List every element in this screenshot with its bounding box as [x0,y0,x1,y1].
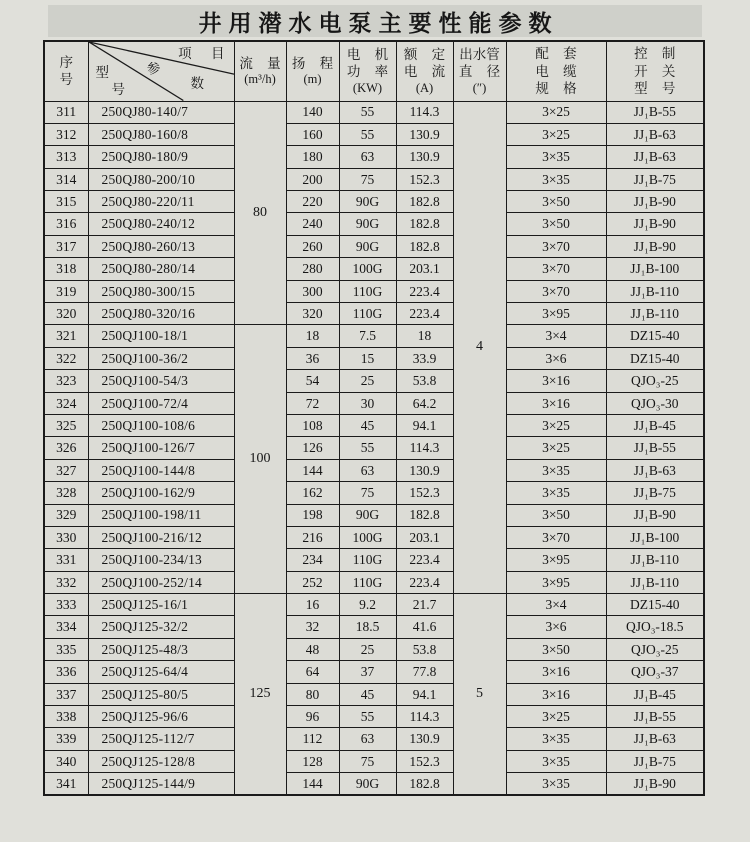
table-row [44,370,704,392]
table-row [44,459,704,481]
cell-cable-spec: 3×35 [506,773,606,795]
cell-model: 250QJ80-300/15 [88,280,234,302]
cell-serial-number: 323 [44,370,88,392]
cell-head: 140 [286,101,339,123]
cell-head: 126 [286,437,339,459]
cell-motor-power: 75 [339,482,396,504]
cell-model: 250QJ125-96/6 [88,706,234,728]
table-row [44,258,704,280]
diagonal-label-parameter-char2: 数 [190,76,204,91]
cell-cable-spec: 3×6 [506,347,606,369]
cell-switch-model: JJ₁B-110 [606,303,704,325]
diagonal-label-model-char1: 型 [95,65,109,80]
cell-model: 250QJ100-108/6 [88,414,234,436]
cell-model: 250QJ80-160/8 [88,123,234,145]
header-line: 序 [59,54,73,70]
cell-serial-number: 322 [44,347,88,369]
table-row [44,482,704,504]
cell-model: 250QJ100-234/13 [88,549,234,571]
cell-motor-power: 75 [339,168,396,190]
cell-rated-current: 130.9 [396,123,453,145]
cell-serial-number: 317 [44,235,88,257]
page-title: 井用潜水电泵主要性能参数 [198,9,559,36]
cell-rated-current: 182.8 [396,773,453,795]
cell-head: 162 [286,482,339,504]
cell-head: 160 [286,123,339,145]
cell-cable-spec: 3×16 [506,683,606,705]
cell-serial-number: 332 [44,571,88,593]
header-unit: (A) [415,80,434,95]
cell-cable-spec: 3×70 [506,258,606,280]
cell-model: 250QJ80-280/14 [88,258,234,280]
cell-head: 216 [286,526,339,548]
cell-serial-number: 327 [44,459,88,481]
cell-switch-model: JJ₁B-110 [606,280,704,302]
cell-model: 250QJ125-32/2 [88,616,234,638]
cell-cable-spec: 3×6 [506,616,606,638]
cell-model: 250QJ80-140/7 [88,101,234,123]
cell-serial-number: 324 [44,392,88,414]
cell-rated-current: 33.9 [396,347,453,369]
cell-switch-model: JJ₁B-45 [606,414,704,436]
cell-motor-power: 30 [339,392,396,414]
cell-rated-current: 53.8 [396,370,453,392]
cell-serial-number: 337 [44,683,88,705]
table-row [44,325,704,347]
cell-motor-power: 25 [339,370,396,392]
cell-motor-power: 25 [339,638,396,660]
header-line: 配 套 [535,46,577,62]
table-row [44,437,704,459]
cell-switch-model: JJ₁B-75 [606,168,704,190]
cell-switch-model: JJ₁B-45 [606,683,704,705]
cell-cable-spec: 3×95 [506,303,606,325]
header-model-parameter-item [88,41,234,101]
cell-rated-current: 182.8 [396,504,453,526]
header-unit: (m) [303,72,322,87]
diagonal-label-parameter-char1: 参 [145,59,162,78]
cell-serial-number: 313 [44,146,88,168]
cell-switch-model: QJO₃-30 [606,392,704,414]
cell-serial-number: 311 [44,101,88,123]
cell-rated-current: 182.8 [396,213,453,235]
cell-cable-spec: 3×35 [506,728,606,750]
header-control-switch-model [606,41,704,101]
cell-head: 198 [286,504,339,526]
cell-model: 250QJ100-72/4 [88,392,234,414]
cell-motor-power: 45 [339,683,396,705]
cell-cable-spec: 3×35 [506,482,606,504]
cell-serial-number: 339 [44,728,88,750]
table-row [44,616,704,638]
cell-model: 250QJ100-18/1 [88,325,234,347]
cell-motor-power: 63 [339,459,396,481]
cell-motor-power: 110G [339,571,396,593]
cell-flow-rate: 80 [234,101,286,325]
cell-switch-model: JJ₁B-75 [606,750,704,772]
cell-cable-spec: 3×25 [506,414,606,436]
cell-rated-current: 203.1 [396,258,453,280]
cell-rated-current: 223.4 [396,280,453,302]
cell-model: 250QJ100-36/2 [88,347,234,369]
cell-model: 250QJ100-216/12 [88,526,234,548]
cell-cable-spec: 3×70 [506,235,606,257]
cell-motor-power: 90G [339,504,396,526]
cell-motor-power: 55 [339,101,396,123]
header-line: 规 格 [535,80,577,96]
table-row [44,526,704,548]
cell-motor-power: 55 [339,706,396,728]
cell-rated-current: 152.3 [396,482,453,504]
cell-motor-power: 45 [339,414,396,436]
header-line: 控 制 [634,46,676,62]
cell-switch-model: QJO₃-18.5 [606,616,704,638]
cell-serial-number: 316 [44,213,88,235]
cell-rated-current: 130.9 [396,146,453,168]
cell-head: 234 [286,549,339,571]
header-line: 电 流 [403,64,446,80]
table-row [44,504,704,526]
cell-cable-spec: 3×25 [506,123,606,145]
cell-model: 250QJ125-64/4 [88,661,234,683]
cell-switch-model: JJ₁B-110 [606,571,704,593]
cell-motor-power: 55 [339,437,396,459]
cell-serial-number: 329 [44,504,88,526]
cell-switch-model: JJ₁B-90 [606,235,704,257]
cell-model: 250QJ80-220/11 [88,191,234,213]
cell-serial-number: 336 [44,661,88,683]
cell-serial-number: 318 [44,258,88,280]
cell-switch-model: JJ₁B-63 [606,459,704,481]
cell-head: 72 [286,392,339,414]
cell-cable-spec: 3×50 [506,504,606,526]
header-line: 电 机 [346,47,389,63]
cell-motor-power: 63 [339,146,396,168]
cell-motor-power: 75 [339,750,396,772]
header-head [286,41,339,101]
cell-serial-number: 335 [44,638,88,660]
table-row [44,594,704,616]
cell-switch-model: JJ₁B-75 [606,482,704,504]
cell-head: 240 [286,213,339,235]
cell-serial-number: 319 [44,280,88,302]
cell-rated-current: 203.1 [396,526,453,548]
header-line: 额 定 [403,47,446,63]
header-line: 直 径 [458,64,501,80]
cell-model: 250QJ100-144/8 [88,459,234,481]
cell-cable-spec: 3×50 [506,191,606,213]
cell-head: 80 [286,683,339,705]
cell-motor-power: 90G [339,235,396,257]
header-line: 型 号 [634,80,676,96]
cell-serial-number: 330 [44,526,88,548]
cell-motor-power: 100G [339,526,396,548]
cell-rated-current: 18 [396,325,453,347]
cell-motor-power: 18.5 [339,616,396,638]
cell-cable-spec: 3×95 [506,549,606,571]
cell-rated-current: 152.3 [396,750,453,772]
cell-rated-current: 41.6 [396,616,453,638]
cell-rated-current: 114.3 [396,706,453,728]
header-line: 功 率 [346,64,389,80]
cell-head: 16 [286,594,339,616]
header-motor-power [339,41,396,101]
cell-motor-power: 90G [339,191,396,213]
cell-motor-power: 90G [339,213,396,235]
cell-motor-power: 100G [339,258,396,280]
cell-motor-power: 63 [339,728,396,750]
cell-model: 250QJ125-48/3 [88,638,234,660]
cell-head: 48 [286,638,339,660]
table-row [44,303,704,325]
table-row [44,683,704,705]
header-flow-rate [234,41,286,101]
cell-flow-rate: 100 [234,325,286,594]
cell-rated-current: 114.3 [396,101,453,123]
cell-head: 320 [286,303,339,325]
cell-cable-spec: 3×35 [506,459,606,481]
cell-motor-power: 9.2 [339,594,396,616]
cell-model: 250QJ125-16/1 [88,594,234,616]
cell-model: 250QJ125-112/7 [88,728,234,750]
cell-cable-spec: 3×25 [506,437,606,459]
table-header [44,41,704,101]
cell-rated-current: 53.8 [396,638,453,660]
cell-switch-model: QJO₃-25 [606,638,704,660]
cell-switch-model: JJ₁B-90 [606,773,704,795]
cell-switch-model: JJ₁B-90 [606,504,704,526]
cell-model: 250QJ80-200/10 [88,168,234,190]
cell-motor-power: 15 [339,347,396,369]
cell-rated-current: 94.1 [396,414,453,436]
cell-rated-current: 152.3 [396,168,453,190]
cell-rated-current: 223.4 [396,549,453,571]
cell-model: 250QJ80-260/13 [88,235,234,257]
cell-head: 144 [286,773,339,795]
cell-rated-current: 130.9 [396,728,453,750]
cell-switch-model: DZ15-40 [606,347,704,369]
header-rated-current [396,41,453,101]
table-body [44,101,704,795]
cell-serial-number: 325 [44,414,88,436]
cell-cable-spec: 3×25 [506,101,606,123]
cell-switch-model: JJ₁B-63 [606,146,704,168]
header-line: 号 [59,72,73,88]
table-row [44,414,704,436]
cell-motor-power: 110G [339,303,396,325]
cell-head: 280 [286,258,339,280]
cell-rated-current: 94.1 [396,683,453,705]
cell-serial-number: 321 [44,325,88,347]
cell-serial-number: 341 [44,773,88,795]
header-row [44,41,704,101]
cell-cable-spec: 3×4 [506,594,606,616]
cell-head: 64 [286,661,339,683]
cell-cable-spec: 3×95 [506,571,606,593]
cell-head: 112 [286,728,339,750]
cell-head: 180 [286,146,339,168]
cell-model: 250QJ125-80/5 [88,683,234,705]
cell-rated-current: 77.8 [396,661,453,683]
cell-model: 250QJ100-54/3 [88,370,234,392]
cell-switch-model: QJO₃-25 [606,370,704,392]
cell-outlet-diameter: 4 [453,101,506,594]
cell-head: 96 [286,706,339,728]
cell-switch-model: JJ₁B-63 [606,123,704,145]
cell-cable-spec: 3×16 [506,392,606,414]
cell-switch-model: JJ₁B-55 [606,437,704,459]
table-row [44,280,704,302]
cell-model: 250QJ125-128/8 [88,750,234,772]
table-row [44,213,704,235]
cell-head: 200 [286,168,339,190]
cell-model: 250QJ100-252/14 [88,571,234,593]
diagonal-label-model-char2: 号 [111,82,125,97]
cell-cable-spec: 3×16 [506,661,606,683]
cell-motor-power: 7.5 [339,325,396,347]
cell-serial-number: 331 [44,549,88,571]
cell-model: 250QJ125-144/9 [88,773,234,795]
table-row [44,123,704,145]
cell-switch-model: DZ15-40 [606,325,704,347]
cell-cable-spec: 3×35 [506,750,606,772]
header-unit: (″) [472,80,487,95]
cell-serial-number: 312 [44,123,88,145]
cell-head: 260 [286,235,339,257]
cell-flow-rate: 125 [234,594,286,796]
cell-motor-power: 55 [339,123,396,145]
cell-motor-power: 110G [339,280,396,302]
title-band [48,5,702,37]
cell-head: 252 [286,571,339,593]
table-row [44,638,704,660]
cell-serial-number: 315 [44,191,88,213]
cell-cable-spec: 3×50 [506,638,606,660]
cell-head: 128 [286,750,339,772]
cell-model: 250QJ80-320/16 [88,303,234,325]
cell-serial-number: 320 [44,303,88,325]
cell-model: 250QJ100-198/11 [88,504,234,526]
cell-serial-number: 314 [44,168,88,190]
cell-cable-spec: 3×25 [506,706,606,728]
table-row [44,728,704,750]
cell-cable-spec: 3×70 [506,526,606,548]
cell-rated-current: 182.8 [396,235,453,257]
cell-cable-spec: 3×16 [506,370,606,392]
cell-model: 250QJ100-162/9 [88,482,234,504]
cell-model: 250QJ80-180/9 [88,146,234,168]
cell-serial-number: 338 [44,706,88,728]
header-unit: (KW) [352,80,383,95]
cell-head: 300 [286,280,339,302]
table-row [44,191,704,213]
header-line: 出水管 [459,47,500,63]
cell-head: 36 [286,347,339,369]
cell-rated-current: 21.7 [396,594,453,616]
cell-switch-model: JJ₁B-110 [606,549,704,571]
table-row [44,750,704,772]
cell-switch-model: QJO₃-37 [606,661,704,683]
cell-switch-model: JJ₁B-55 [606,706,704,728]
cell-switch-model: JJ₁B-55 [606,101,704,123]
cell-motor-power: 110G [339,549,396,571]
table-row [44,101,704,123]
header-line: 开 关 [634,63,676,79]
cell-cable-spec: 3×35 [506,146,606,168]
cell-motor-power: 37 [339,661,396,683]
cell-switch-model: JJ₁B-90 [606,213,704,235]
cell-head: 32 [286,616,339,638]
cell-model: 250QJ80-240/12 [88,213,234,235]
table-row [44,146,704,168]
table-row [44,549,704,571]
header-line: 流 量 [239,55,281,71]
table-row [44,168,704,190]
header-line: 电 缆 [535,63,577,79]
cell-cable-spec: 3×35 [506,168,606,190]
header-serial-number [44,41,88,101]
cell-outlet-diameter: 5 [453,594,506,796]
header-unit: (m³/h) [244,72,276,87]
cell-head: 220 [286,191,339,213]
cell-head: 54 [286,370,339,392]
pump-parameters-table [43,40,705,796]
table-row [44,571,704,593]
cell-cable-spec: 3×70 [506,280,606,302]
cell-rated-current: 64.2 [396,392,453,414]
cell-serial-number: 328 [44,482,88,504]
table-row [44,235,704,257]
cell-head: 18 [286,325,339,347]
cell-serial-number: 333 [44,594,88,616]
table-row [44,706,704,728]
header-line: 扬 程 [291,55,334,71]
cell-rated-current: 130.9 [396,459,453,481]
table-row [44,347,704,369]
table-row [44,773,704,795]
table-row [44,392,704,414]
cell-rated-current: 223.4 [396,303,453,325]
cell-rated-current: 223.4 [396,571,453,593]
header-outlet-diameter [453,41,506,101]
diagonal-label-item: 项 目 [178,46,225,61]
cell-switch-model: JJ₁B-63 [606,728,704,750]
cell-rated-current: 114.3 [396,437,453,459]
cell-head: 144 [286,459,339,481]
cell-head: 108 [286,414,339,436]
table-row [44,661,704,683]
cell-switch-model: JJ₁B-100 [606,258,704,280]
cell-switch-model: JJ₁B-100 [606,526,704,548]
cell-serial-number: 340 [44,750,88,772]
cell-serial-number: 326 [44,437,88,459]
cell-serial-number: 334 [44,616,88,638]
cell-switch-model: DZ15-40 [606,594,704,616]
cell-cable-spec: 3×4 [506,325,606,347]
cell-cable-spec: 3×50 [506,213,606,235]
header-cable-spec [506,41,606,101]
cell-motor-power: 90G [339,773,396,795]
cell-switch-model: JJ₁B-90 [606,191,704,213]
cell-rated-current: 182.8 [396,191,453,213]
cell-model: 250QJ100-126/7 [88,437,234,459]
